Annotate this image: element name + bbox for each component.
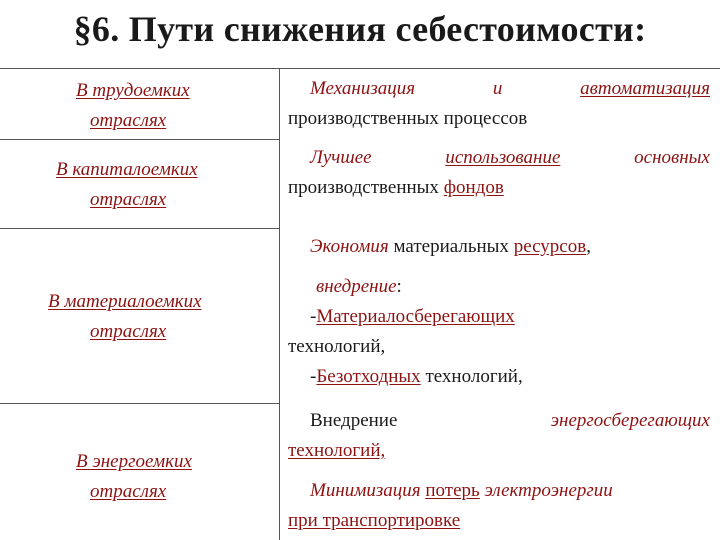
row-2-measure-line-1 (288, 143, 710, 173)
row-1-measure-line-1 (288, 74, 710, 104)
row-2-sector-line-1: В капиталоемких (56, 159, 198, 180)
row-3-sector-line-2: отраслях (90, 321, 167, 342)
row-2-measure-line-2 (288, 173, 710, 203)
electricity-text: электроэнергии (484, 480, 613, 501)
row-divider-1 (0, 139, 279, 140)
and-text: и (492, 78, 503, 99)
row-2-measure (288, 143, 710, 203)
row-4-measure-line-1 (288, 406, 710, 436)
material-text: материальных (393, 236, 509, 257)
row-2-sector (56, 155, 198, 215)
technologies-2-text: технологий, (425, 366, 523, 387)
row-1-sector-line-1: В трудоемких (76, 80, 190, 101)
page-title: §6. Пути снижения себестоимости: (73, 9, 647, 49)
introduction-4-text: Внедрение (310, 410, 398, 431)
row-divider-2 (0, 228, 279, 229)
best-text: Лучшее (310, 147, 372, 168)
resources-text: ресурсов (513, 236, 587, 257)
funds-text: фондов (443, 177, 504, 198)
row-3-measure-line-1 (288, 232, 716, 262)
dash-1-text: - (310, 306, 317, 327)
row-4-measure (288, 406, 710, 536)
mechanization-text: Механизация (310, 78, 416, 99)
minimization-text: Минимизация (310, 480, 421, 501)
row-3-measure-line-2 (288, 272, 716, 302)
row-4-sector-line-1: В энергоемких (76, 451, 192, 472)
production-text: производственных (288, 177, 439, 198)
row-1-sector-line-2: отраслях (90, 110, 167, 131)
energy-saving-text: энергосберегающих (550, 410, 710, 431)
row-4-sector-line-2: отраслях (90, 481, 167, 502)
technologies-4-text: технологий, (288, 440, 386, 461)
dash-2-text: - (310, 366, 317, 387)
main-text: основных (634, 147, 710, 168)
row-1-sector (76, 76, 190, 136)
losses-text: потерь (425, 480, 480, 501)
economy-text: Экономия (310, 236, 389, 257)
wasteless-text: Безотходных (316, 366, 421, 387)
row-4-measure-line-3 (288, 476, 710, 506)
row-2-sector-line-2: отраслях (90, 189, 167, 210)
colon-text: : (396, 276, 402, 297)
transport-text: при транспортировке (288, 510, 461, 531)
table-column-divider (279, 68, 280, 540)
processes-text: производственных процессов (288, 108, 528, 129)
table-top-border (0, 68, 720, 69)
row-3-measure-line-3 (288, 302, 716, 332)
row-3-measure (288, 232, 716, 392)
row-divider-3 (0, 403, 279, 404)
material-saving-text: Материалосберегающих (316, 306, 515, 327)
automation-text: автоматизация (580, 78, 710, 99)
introduction-text: внедрение (316, 276, 397, 297)
technologies-1-text: технологий, (288, 336, 386, 357)
row-3-measure-line-5 (288, 362, 716, 392)
row-1-measure (288, 74, 710, 134)
row-3-sector (48, 287, 202, 347)
row-4-sector (76, 447, 192, 507)
row-3-sector-line-1: В материалоемких (48, 291, 202, 312)
comma-text: , (586, 236, 591, 257)
use-text: использование (445, 147, 561, 168)
